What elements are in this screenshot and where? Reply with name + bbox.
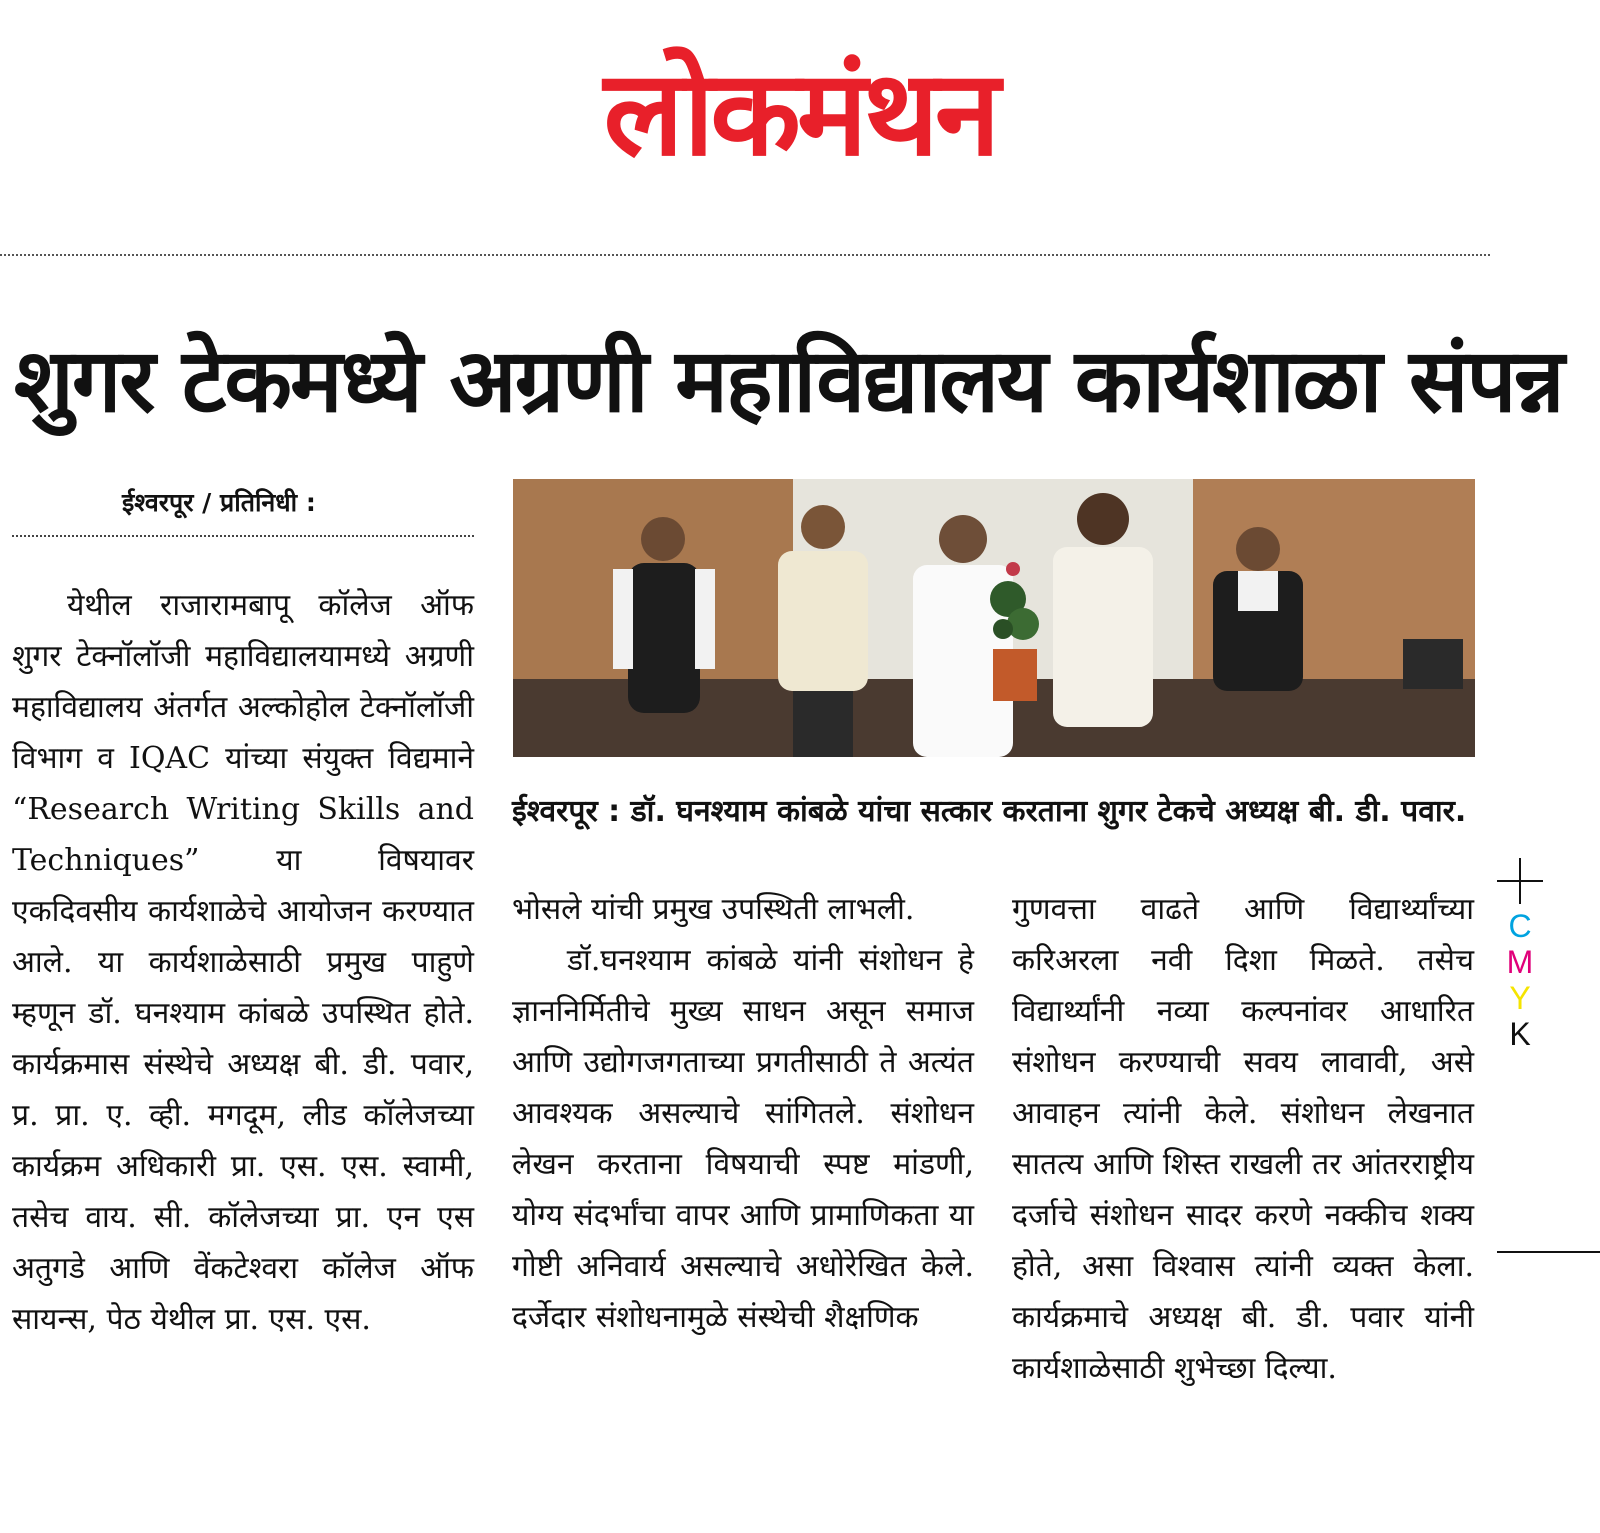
cmyk-registration-marks xyxy=(1504,908,1536,1052)
cmyk-letter-c: C xyxy=(1508,908,1532,944)
article-paragraph: डॉ.घनश्याम कांबळे यांनी संशोधन हे ज्ञाननिर्मितीचे मुख्य साधन असून समाज आणि उद्योगजगताच्या प्रगतीसाठी ते अत्यंत आवश्यक असल्याचे सांगितले. संशोधन लेखन करताना विषयाची स्पष्ट मांडणी, योग्य संदर्भांचा वापर आणि प्रामाणिकता या गोष्टी अनिवार्य असल्याचे अधोरेखित केले. दर्जेदार संशोधनामुळे संस्थेची शैक्षणिक xyxy=(512,943,974,1335)
article-headline: शुगर टेकमध्ये अग्रणी महाविद्यालय कार्यशाळा संपन्न xyxy=(14,329,1563,432)
article-column-2 xyxy=(512,884,974,1343)
newspaper-masthead xyxy=(600,8,1000,218)
photo-caption: ईश्वरपूर : डॉ. घनश्याम कांबळे यांचा सत्कार करताना शुगर टेकचे अध्यक्ष बी. डी. पवार. xyxy=(512,794,1467,829)
event-photo-illustration xyxy=(513,479,1475,757)
masthead-title: लोकमंथन xyxy=(603,44,997,182)
registration-crosshair-icon xyxy=(1497,858,1543,904)
margin-rule xyxy=(1497,1251,1600,1253)
dateline-divider xyxy=(12,535,474,537)
article-column-3 xyxy=(1012,884,1474,1394)
article-paragraph: गुणवत्ता वाढते आणि विद्यार्थ्यांच्या करिअरला नवी दिशा मिळते. तसेच विद्यार्थ्यांनी नव्या कल्पनांवर आधारित संशोधन करण्याची सवय लावावी, असे आवाहन त्यांनी केले. संशोधन लेखनात सातत्य आणि शिस्त राखली तर आंतरराष्ट्रीय दर्जाचे संशोधन सादर करणे नक्कीच शक्य होते, असा विश्वास त्यांनी व्यक्त केला. कार्यक्रमाचे अध्यक्ष बी. डी. पवार यांनी कार्यशाळेसाठी शुभेच्छा दिल्या. xyxy=(1012,892,1474,1386)
article-paragraph: भोसले यांची प्रमुख उपस्थिती लाभली. xyxy=(512,892,915,927)
article-paragraph: येथील राजारामबापू कॉलेज ऑफ शुगर टेक्नॉलॉजी महाविद्यालयामध्ये अग्रणी महाविद्यालय अंतर्गत अल्कोहोल टेक्नॉलॉजी विभाग व IQAC यांच्या संयुक्त विद्यमाने “Research Writing Skills and Techniques” या विषयावर एकदिवसीय कार्यशाळेचे आयोजन करण्यात आले. या कार्यशाळेसाठी प्रमुख पाहुणे म्हणून डॉ. घनश्याम कांबळे उपस्थित होते. कार्यक्रमास संस्थेचे अध्यक्ष बी. डी. पवार, प्र. प्रा. ए. व्ही. मगदूम, लीड कॉलेजच्या कार्यक्रम अधिकारी प्रा. एस. एस. स्वामी, तसेच वाय. सी. कॉलेजच्या प्रा. एन एस अतुगडे आणि वेंकटेश्वरा कॉलेज ऑफ सायन्स, पेठ येथील प्रा. एस. एस. xyxy=(12,588,474,1337)
cmyk-letter-m: M xyxy=(1506,944,1534,980)
masthead-divider xyxy=(0,254,1490,256)
article-column-1 xyxy=(12,580,474,1345)
cmyk-letter-y: Y xyxy=(1509,980,1531,1016)
event-photo xyxy=(513,479,1475,757)
cmyk-letter-k: K xyxy=(1509,1016,1531,1052)
article-dateline: ईश्वरपूर / प्रतिनिधी : xyxy=(122,488,316,517)
